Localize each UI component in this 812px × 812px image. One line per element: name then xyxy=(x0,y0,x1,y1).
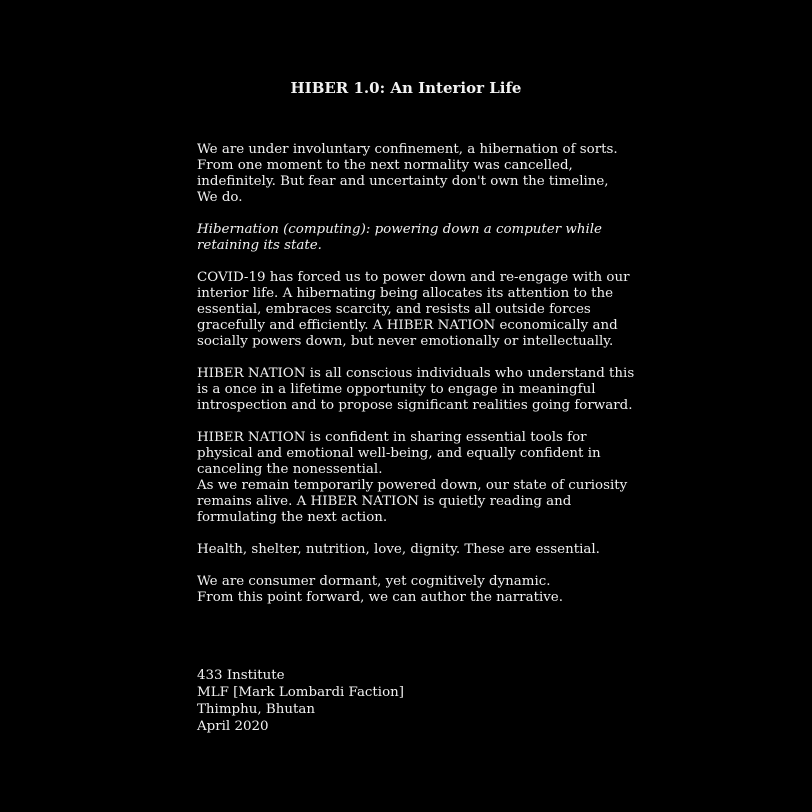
paragraph-narrative: We are consumer dormant, yet cognitively dynamic. From this point forward, we can author the narrative. xyxy=(197,574,563,605)
paragraph-covid: COVID-19 has forced us to power down and re-engage with our interior life. A hibernating being allocates its attention to the essential, embraces scarcity, and resists all outside forces gracefully and efficiently. A HIBER NATION economically and socially powers down, but never emotionally or intellectually. xyxy=(197,270,630,349)
paragraph-essentials: Health, shelter, nutrition, love, dignity. These are essential. xyxy=(197,542,600,557)
signature-institute: 433 Institute xyxy=(197,668,285,683)
paragraph-hiber-nation-tools: HIBER NATION is confident in sharing essential tools for physical and emotional well-being, and equally confident in canceling the nonessential. As we remain temporarily powered down, our state of curiosity remains alive. A HIBER NATION is quietly reading and formulating the next action. xyxy=(197,430,628,525)
signature-location: Thimphu, Bhutan xyxy=(197,702,315,717)
signature-block xyxy=(197,667,657,735)
paragraph-hiber-nation-individuals: HIBER NATION is all conscious individuals who understand this is a once in a lifetime opportunity to engage in meaningful introspection and to propose significant realities going forward. xyxy=(197,366,635,413)
paragraph-confinement: We are under involuntary confinement, a hibernation of sorts. From one moment to the next normality was cancelled, indefinitely. But fear and uncertainty don't own the timeline, We do. xyxy=(197,142,618,205)
manifesto-body xyxy=(197,142,657,622)
paragraph-hibernation-definition: Hibernation (computing): powering down a computer while retaining its state. xyxy=(197,222,602,253)
signature-faction: MLF [Mark Lombardi Faction] xyxy=(197,685,404,700)
document-title: HIBER 1.0: An Interior Life xyxy=(290,79,522,97)
signature-date: April 2020 xyxy=(197,719,269,734)
